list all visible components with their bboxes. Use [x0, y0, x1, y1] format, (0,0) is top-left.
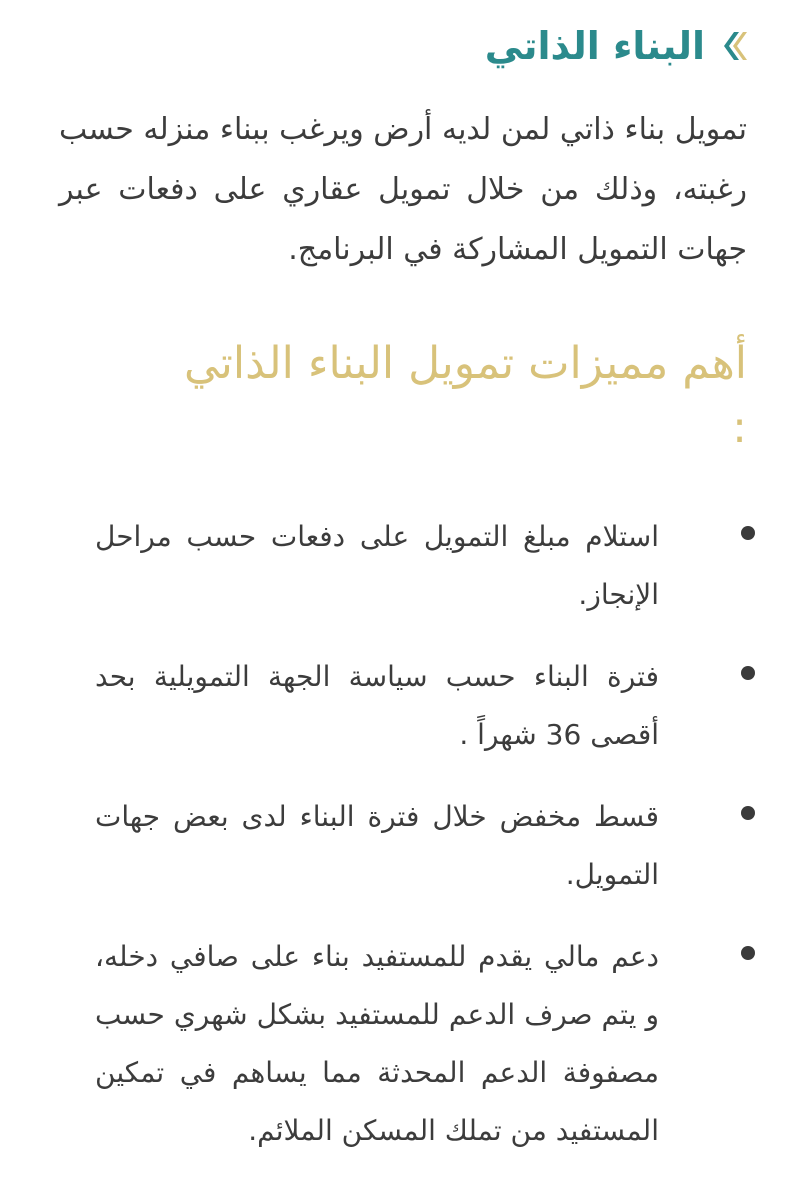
feature-item	[95, 648, 707, 764]
feature-item	[95, 788, 707, 904]
feature-list	[95, 508, 707, 1160]
feature-item	[95, 928, 707, 1160]
double-chevron-icon	[717, 29, 747, 63]
bullet-icon	[741, 946, 755, 960]
bullet-icon	[741, 666, 755, 680]
bullet-icon	[741, 526, 755, 540]
intro-paragraph: تمويل بناء ذاتي لمن لديه أرض ويرغب ببناء منزله حسب رغبته، وذلك من خلال تمويل عقاري على دفعات عبر جهات التمويل المشاركة في البرنامج.	[59, 112, 747, 267]
section-title: البناء الذاتي	[484, 24, 705, 68]
features-title-colon: :	[732, 402, 747, 453]
feature-item-text: فترة البناء حسب سياسة الجهة التمويلية بحد أقصى 36 شهراً .	[95, 660, 659, 751]
section-header	[485, 18, 747, 74]
feature-item-text: قسط مخفض خلال فترة البناء لدى بعض جهات التمويل.	[95, 800, 659, 891]
bullet-icon	[741, 806, 755, 820]
feature-item-text: استلام مبلغ التمويل على دفعات حسب مراحل الإنجاز.	[95, 520, 659, 611]
feature-item	[95, 508, 707, 624]
features-title	[47, 332, 747, 460]
feature-item-text: دعم مالي يقدم للمستفيد بناء على صافي دخله، و يتم صرف الدعم للمستفيد بشكل شهري حسب مصفوفة الدعم المحدثة مما يساهم في تمكين المستفيد من تملك المسكن الملائم.	[95, 940, 659, 1147]
features-title-text: أهم مميزات تمويل البناء الذاتي	[184, 338, 747, 389]
